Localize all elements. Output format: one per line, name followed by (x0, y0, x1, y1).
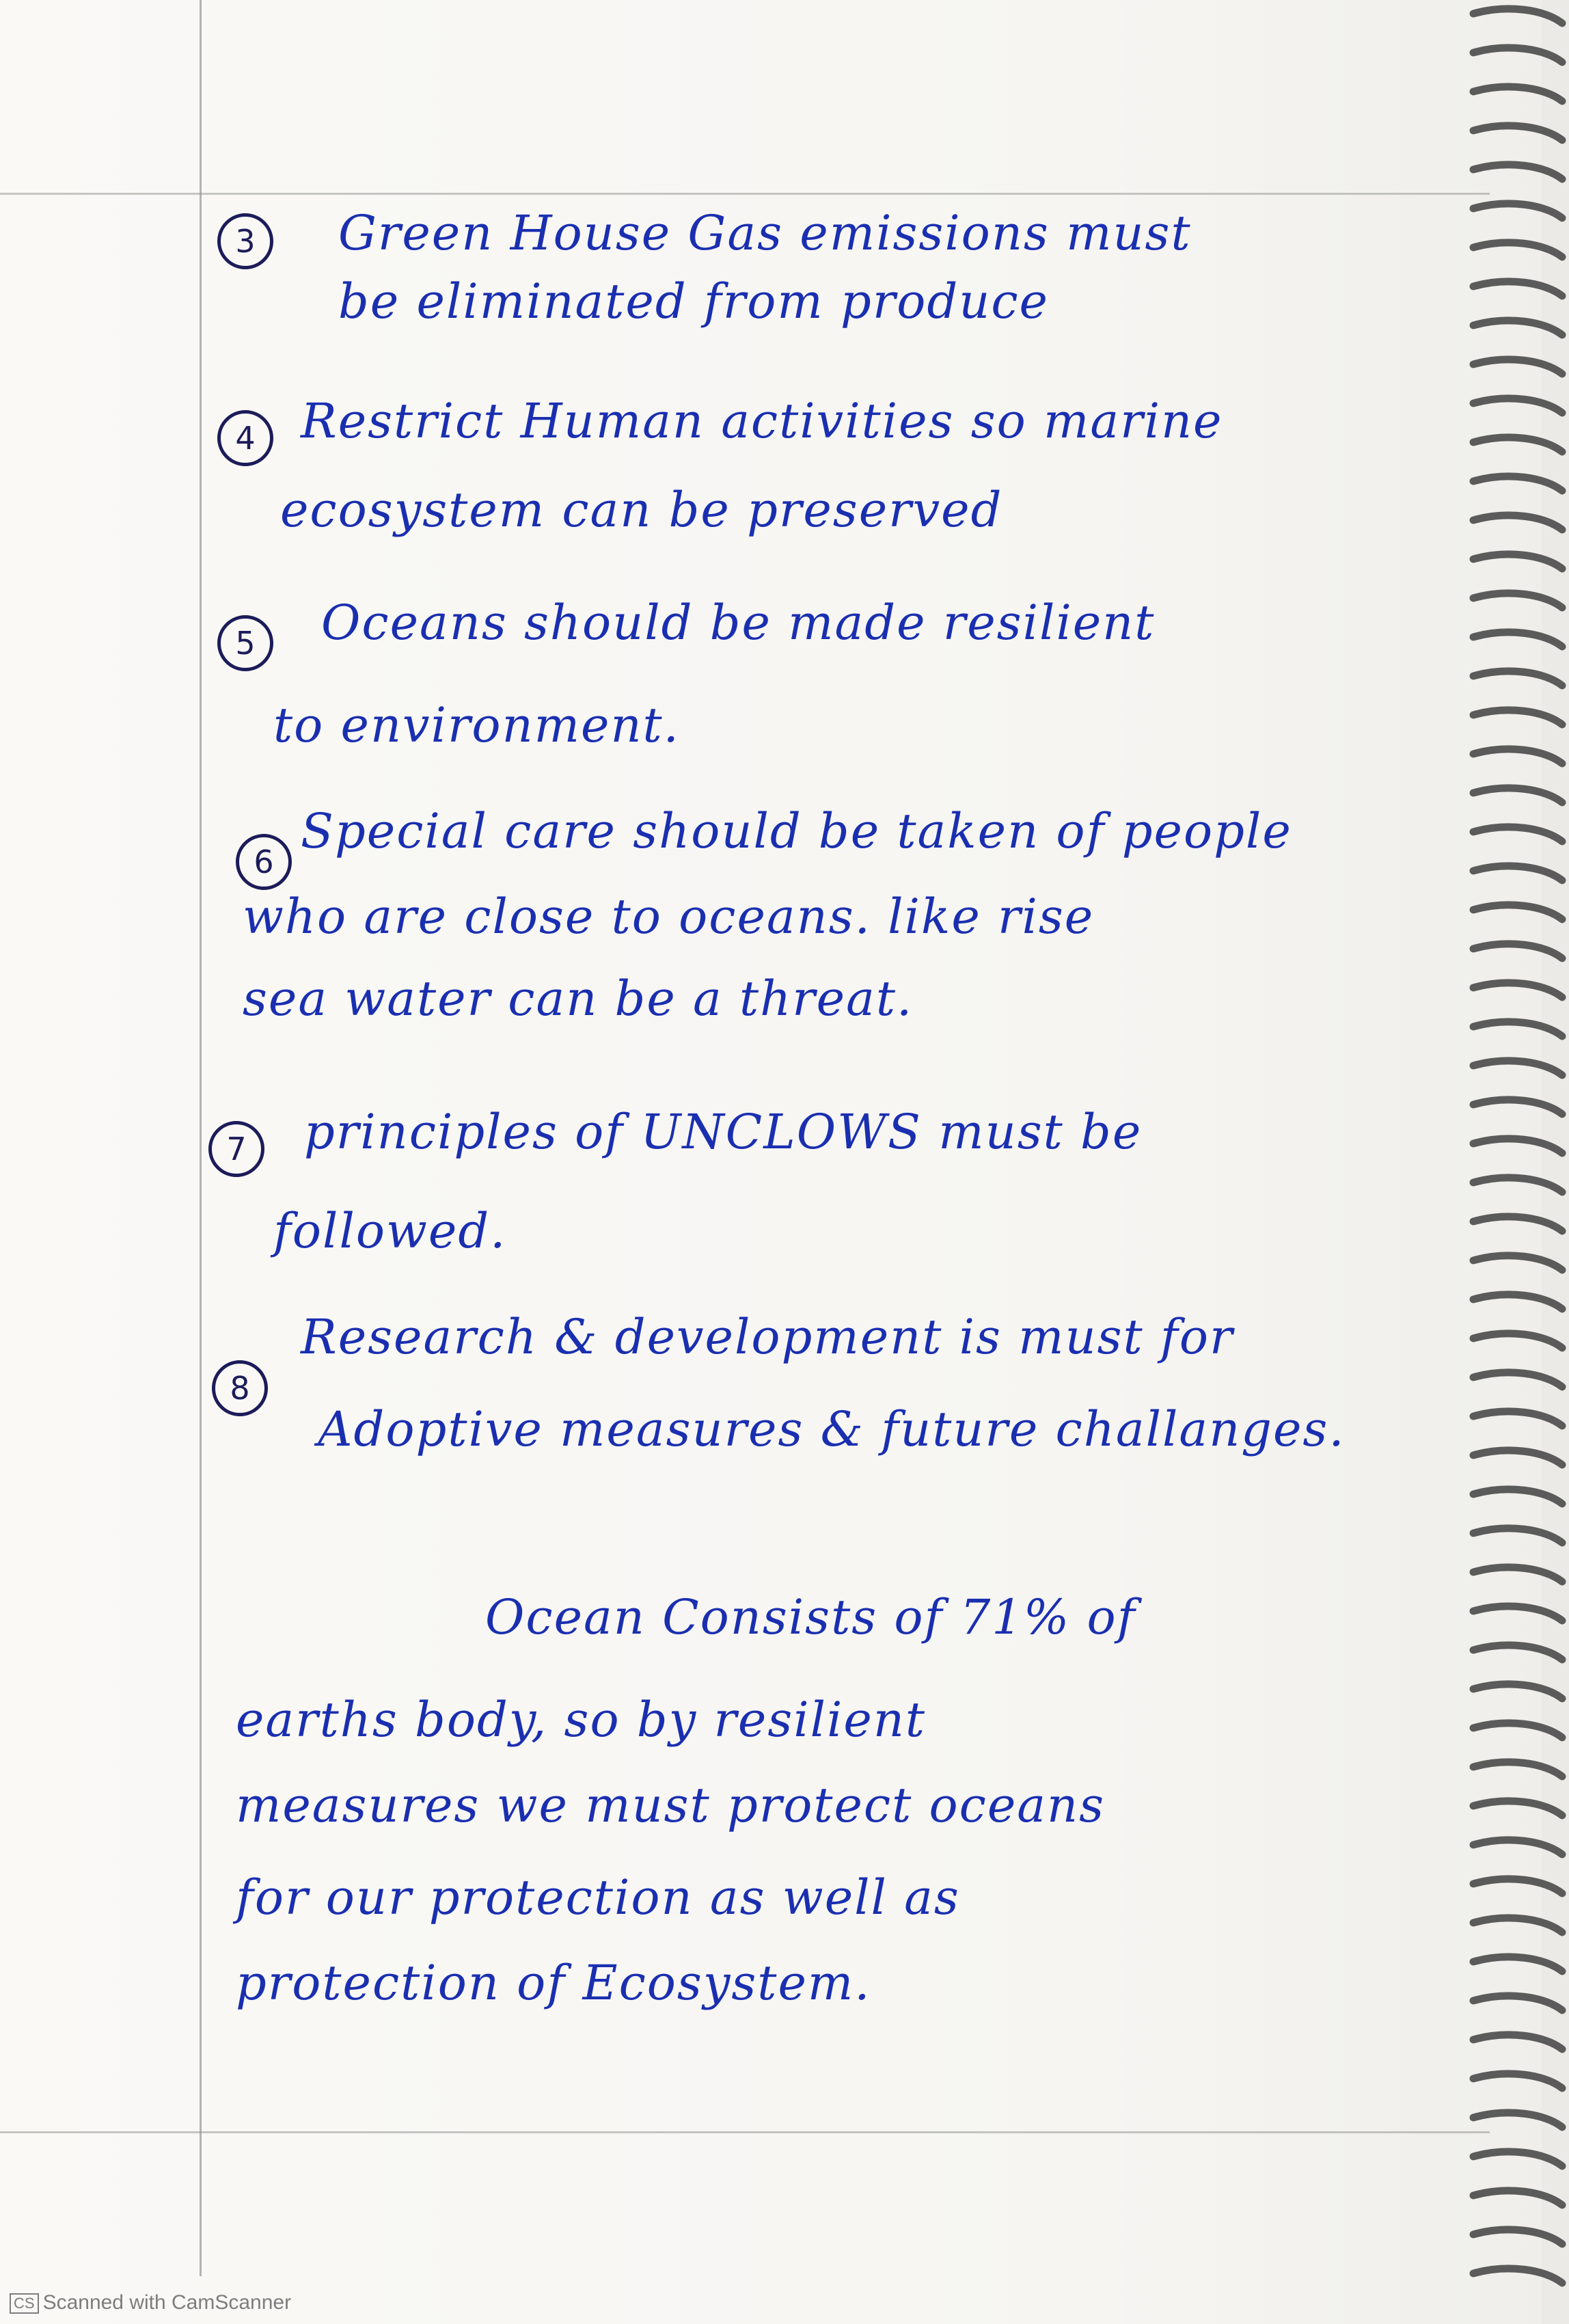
conclusion-line-1: Ocean Consists of 71% of (485, 1589, 1136, 1645)
item-number-3: 3 (217, 213, 273, 269)
camscanner-logo: CS (10, 2293, 39, 2314)
item-4-line-1: Restrict Human activities so marine (301, 393, 1223, 449)
ruled-line-top (0, 193, 1490, 195)
conclusion-line-3: measures we must protect oceans (236, 1777, 1106, 1833)
item-8-line-2: Adoptive measures & future challanges. (318, 1401, 1346, 1457)
item-3-line-2: be eliminated from produce (338, 273, 1049, 329)
item-5-line-2: to environment. (273, 697, 680, 753)
item-number-4: 4 (217, 410, 273, 466)
item-7-line-2: followed. (273, 1203, 507, 1259)
item-7-line-1: principles of UNCLOWS must be (304, 1104, 1143, 1160)
item-6-line-1: Special care should be taken of people (301, 803, 1292, 859)
conclusion-line-5: protection of Ecosystem. (236, 1955, 871, 2011)
conclusion-line-2: earths body, so by resilient (236, 1692, 927, 1748)
item-4-line-2: ecosystem can be preserved (280, 482, 1003, 538)
item-3-line-1: Green House Gas emissions must (338, 205, 1192, 261)
item-8-line-1: Research & development is must for (301, 1309, 1234, 1365)
item-number-6: 6 (236, 834, 292, 890)
item-6-line-3: sea water can be a threat. (243, 971, 914, 1027)
item-5-line-1: Oceans should be made resilient (321, 595, 1156, 651)
scanner-watermark (10, 2291, 291, 2314)
spiral-binding (1460, 0, 1569, 2324)
item-6-line-2: who are close to oceans. like rise (243, 889, 1095, 945)
item-number-7: 7 (208, 1121, 264, 1177)
item-number-8: 8 (212, 1360, 268, 1416)
ruled-line-bottom (0, 2131, 1490, 2133)
scanner-watermark-text: Scanned with CamScanner (42, 2291, 292, 2314)
margin-line (200, 0, 202, 2276)
conclusion-line-4: for our protection as well as (236, 1869, 960, 1926)
item-number-5: 5 (217, 615, 273, 671)
